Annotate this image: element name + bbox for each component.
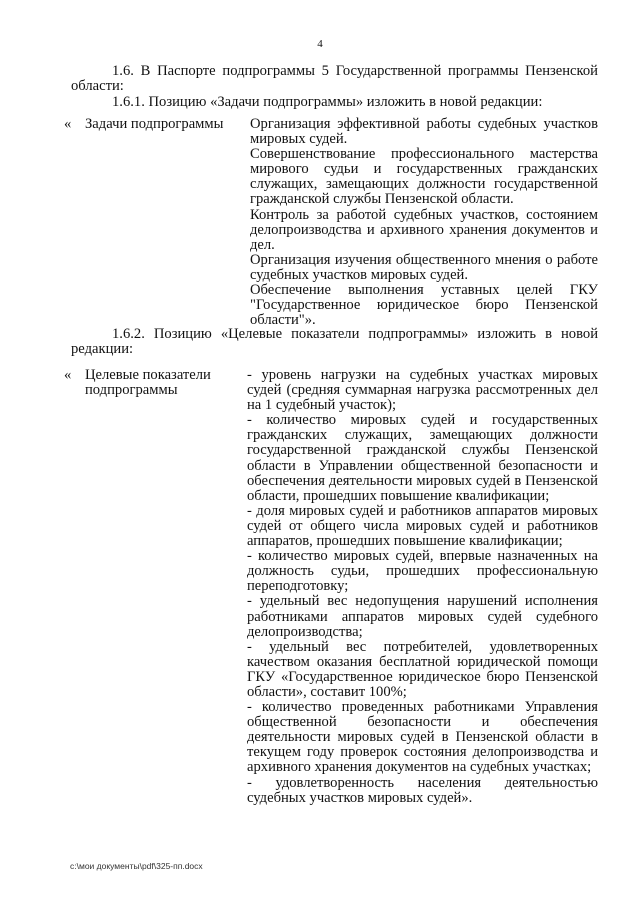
tasks-position-content [250,117,598,328]
task-item: Обеспечение выполнения уставных целей ГКУ "Государственное юридическое бюро Пензенской области"». [250,282,598,329]
indicator-item: - количество мировых судей и государственных гражданских служащих, замещающих должности государственной гражданской службы Пензенской области в Управлении общественной безопасности и обеспечения деятельности мировых судей в Пензенской области, прошедших повышение квалификации; [247,412,598,504]
document-file-path: c:\мои документы\pdf\325-пп.docx [70,861,203,871]
tasks-position-label: Задачи подпрограммы [85,116,224,132]
indicators-position-content [247,368,598,806]
task-item: Совершенствование профессионального мастерства мирового судьи и государственных гражданских служащих, замещающих должности государственной гражданской службы Пензенской области. [250,146,598,208]
indicator-item: - количество проведенных работниками Управления общественной безопасности и обеспечения деятельности мировых судей в Пензенской области в текущем году проверок состояния делопроизводства и архивного хранения документов на судебных участках; [247,699,598,776]
paragraph-1-6-2: 1.6.2. Позицию «Целевые показатели подпрограммы» изложить в новой редакции: [71,326,598,358]
indicator-item: - уровень нагрузки на судебных участках мировых судей (средняя суммарная нагрузка рассмотренных дел на 1 судебный участок); [247,367,598,414]
paragraph-1-6: 1.6. В Паспорте подпрограммы 5 Государственной программы Пензенской области: [71,63,598,95]
indicator-item: - удельный вес недопущения нарушений исполнения работниками аппаратов мировых судей судебного делопроизводства; [247,593,598,640]
indicator-item: - доля мировых судей и работников аппаратов мировых судей от общего числа мировых судей и работников аппаратов, прошедших повышение квалификации; [247,502,598,550]
task-item: Организация изучения общественного мнения о работе судебных участков мировых судей. [250,251,598,283]
task-item: Организация эффективной работы судебных участков мировых судей. [250,116,598,148]
opening-quote: « [64,367,72,383]
task-item: Контроль за работой судебных участков, состоянием делопроизводства и архивного хранения документов и дел. [250,206,598,253]
indicator-item: - удовлетворенность населения деятельностью судебных участков мировых судей». [247,774,598,806]
indicator-item: - удельный вес потребителей, удовлетворенных качеством оказания бесплатной юридической помощи ГКУ «Государственное юридическое бюро Пензенской области», составит 100%; [247,638,598,700]
opening-quote: « [64,116,72,132]
indicator-item: - количество мировых судей, впервые назначенных на должность судьи, прошедших профессиональную переподготовку; [247,548,598,595]
paragraph-1-6-1: 1.6.1. Позицию «Задачи подпрограммы» изложить в новой редакции: [112,94,543,110]
indicators-position-label: Целевые показатели подпрограммы [85,367,211,399]
page-number: 4 [317,38,323,50]
